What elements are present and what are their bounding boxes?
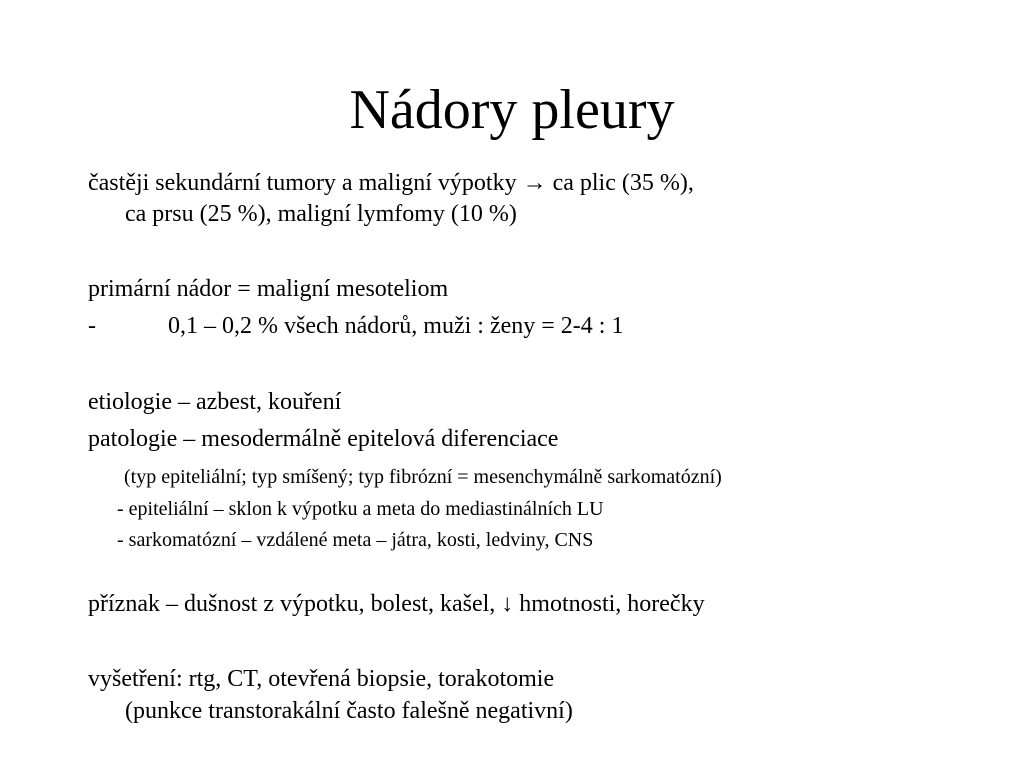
text-line-secondary-tumors: častěji sekundární tumory a maligní výpotky → ca plic (35 %),	[88, 170, 694, 196]
text-line-examination: vyšetření: rtg, CT, otevřená biopsie, torakotomie	[88, 666, 555, 692]
incidence-text: 0,1 – 0,2 % všech nádorů, muži : ženy = 2-4 : 1	[168, 313, 624, 339]
text-line-symptoms: příznak – dušnost z výpotku, bolest, kašel, ↓ hmotnosti, horečky	[88, 591, 705, 617]
dash-bullet: -	[88, 313, 96, 339]
text-line-epithelial: - epiteliální – sklon k výpotku a meta do mediastinálních LU	[117, 498, 604, 520]
text-line-etiology: etiologie – azbest, kouření	[88, 389, 342, 415]
text-line-types: (typ epiteliální; typ smíšený; typ fibrózní = mesenchymálně sarkomatózní)	[124, 466, 722, 488]
text-line-examination-cont: (punkce transtorakální často falešně negativní)	[125, 698, 573, 724]
text-line-secondary-tumors-cont: ca prsu (25 %), maligní lymfomy (10 %)	[125, 201, 517, 227]
slide-title: Nádory pleury	[349, 79, 675, 141]
text-line-sarcomatoid: - sarkomatózní – vzdálené meta – játra, kosti, ledviny, CNS	[117, 529, 594, 551]
text-line-primary-tumor: primární nádor = maligní mesoteliom	[88, 276, 449, 302]
text-line-pathology: patologie – mesodermálně epitelová diferenciace	[88, 426, 559, 452]
text-line-incidence	[88, 311, 623, 341]
